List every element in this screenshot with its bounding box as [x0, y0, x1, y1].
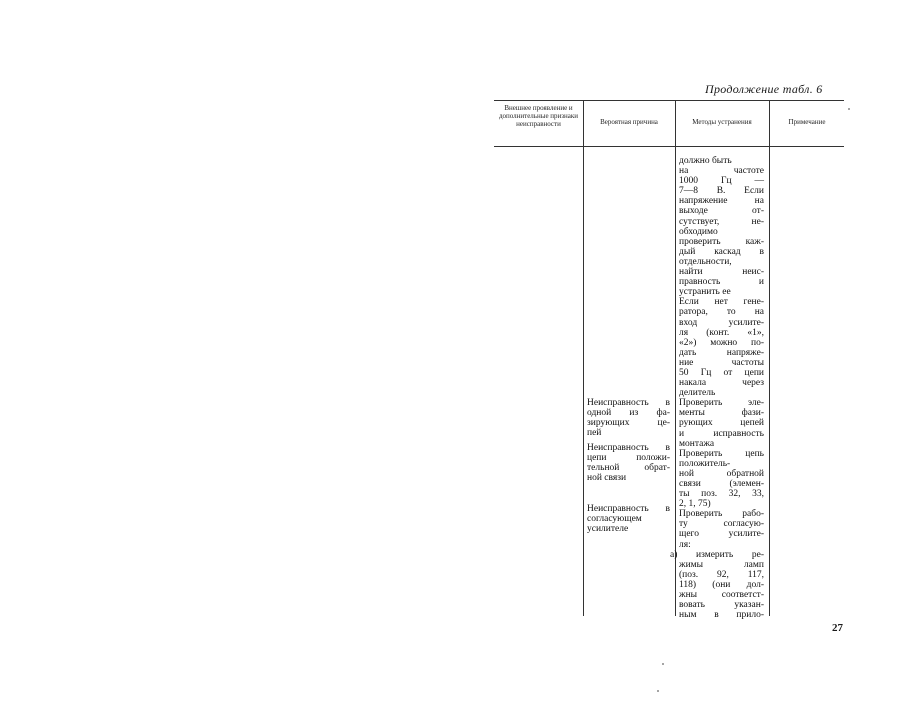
method-line: дать напряже- [679, 347, 764, 358]
method-line: менты фази- [679, 408, 764, 419]
table-caption: Продолжение табл. 6 [705, 82, 823, 96]
method-line: должно быть [679, 156, 732, 166]
method-line: проверить каж- [679, 236, 764, 247]
header-bottom-rule [494, 146, 844, 147]
method-line: напряжение на [679, 196, 764, 207]
cause-line: Неисправность в [587, 443, 670, 453]
method-line: 7—8 В. Если [679, 186, 764, 197]
method-line: дый каскад в [679, 246, 764, 257]
cause-line: зирующих це- [587, 418, 670, 429]
method-line: ты поз. 32, 33, [679, 489, 764, 500]
method-line: обходимо [679, 226, 718, 237]
method-line: щего усилите- [679, 529, 764, 540]
method-line: а) измерить ре- [670, 549, 764, 560]
method-line: Проверить рабо- [679, 509, 764, 520]
method-line: Проверить эле- [679, 398, 764, 409]
method-line: на частоте [679, 166, 764, 177]
method-line: найти неис- [679, 267, 764, 278]
cause-line: Неисправность в [587, 504, 670, 514]
column-divider-1 [583, 100, 584, 616]
scan-speck [657, 690, 659, 692]
method-line: рующих цепей [679, 418, 764, 429]
method-line: монтажа [679, 438, 715, 449]
method-line: ратора, то на [679, 307, 764, 318]
method-line: ние частоты [679, 357, 764, 368]
cause-line: согласующем [587, 514, 642, 525]
method-line: ту согласую- [679, 519, 764, 530]
cause-line: усилителе [587, 524, 629, 535]
page-number: 27 [832, 622, 843, 634]
cause-phasing-circuits [587, 398, 670, 438]
method-line: Проверить цепь [679, 448, 764, 459]
method-line: правность и [679, 277, 764, 288]
method-line: отдельности, [679, 256, 732, 267]
method-line: 118) (они дол- [679, 579, 764, 590]
cause-positive-feedback [587, 443, 670, 483]
cause-line: одной из фа- [587, 408, 670, 419]
header-symptoms: Внешнее проявление и дополнительные признаки неисправности [498, 104, 579, 128]
cause-matching-amplifier [587, 504, 670, 534]
method-line: 50 Гц от цепи [679, 367, 764, 378]
methods-column [670, 156, 764, 621]
cause-line: Неисправность в [587, 398, 670, 408]
method-line: связи (элемен- [679, 479, 764, 489]
table-top-rule [494, 100, 844, 101]
method-line: ной обратной [679, 468, 764, 479]
method-line: Если нет гене- [679, 297, 764, 308]
method-line: ля (конт. «1», [679, 327, 764, 338]
scan-speck [848, 108, 850, 110]
method-line: вход усилите- [679, 317, 764, 328]
method-line: устранить ее [679, 287, 731, 298]
header-note: Примечание [788, 118, 826, 126]
method-line: «2») можно по- [679, 337, 764, 348]
method-line: жимы ламп [679, 559, 764, 570]
method-line: накала через [679, 378, 764, 389]
header-cause: Вероятная причина [600, 118, 658, 126]
method-line: 1000 Гц — [679, 176, 764, 187]
cause-line: тельной обрат- [587, 463, 670, 474]
cause-line: пей [587, 428, 602, 439]
header-methods: Методы устранения [692, 118, 752, 126]
method-line: сутствует, не- [679, 216, 764, 227]
cause-line: цепи положи- [587, 453, 670, 464]
method-line: (поз. 92, 117, [679, 569, 764, 580]
scan-speck [662, 663, 664, 665]
method-line: ным в прило- [679, 610, 764, 621]
column-divider-3 [769, 100, 770, 616]
method-line: делитель [679, 388, 716, 399]
cause-line: ной связи [587, 473, 627, 484]
method-line: ля: [679, 539, 691, 550]
method-line: выходе от- [679, 206, 764, 217]
method-line: 2, 1, 75) [679, 499, 711, 510]
method-line: и исправность [679, 428, 764, 439]
method-line: положитель- [679, 458, 731, 469]
column-divider-2 [675, 100, 676, 616]
method-line: вовать указан- [679, 600, 764, 611]
method-line: жны соответст- [679, 590, 764, 601]
